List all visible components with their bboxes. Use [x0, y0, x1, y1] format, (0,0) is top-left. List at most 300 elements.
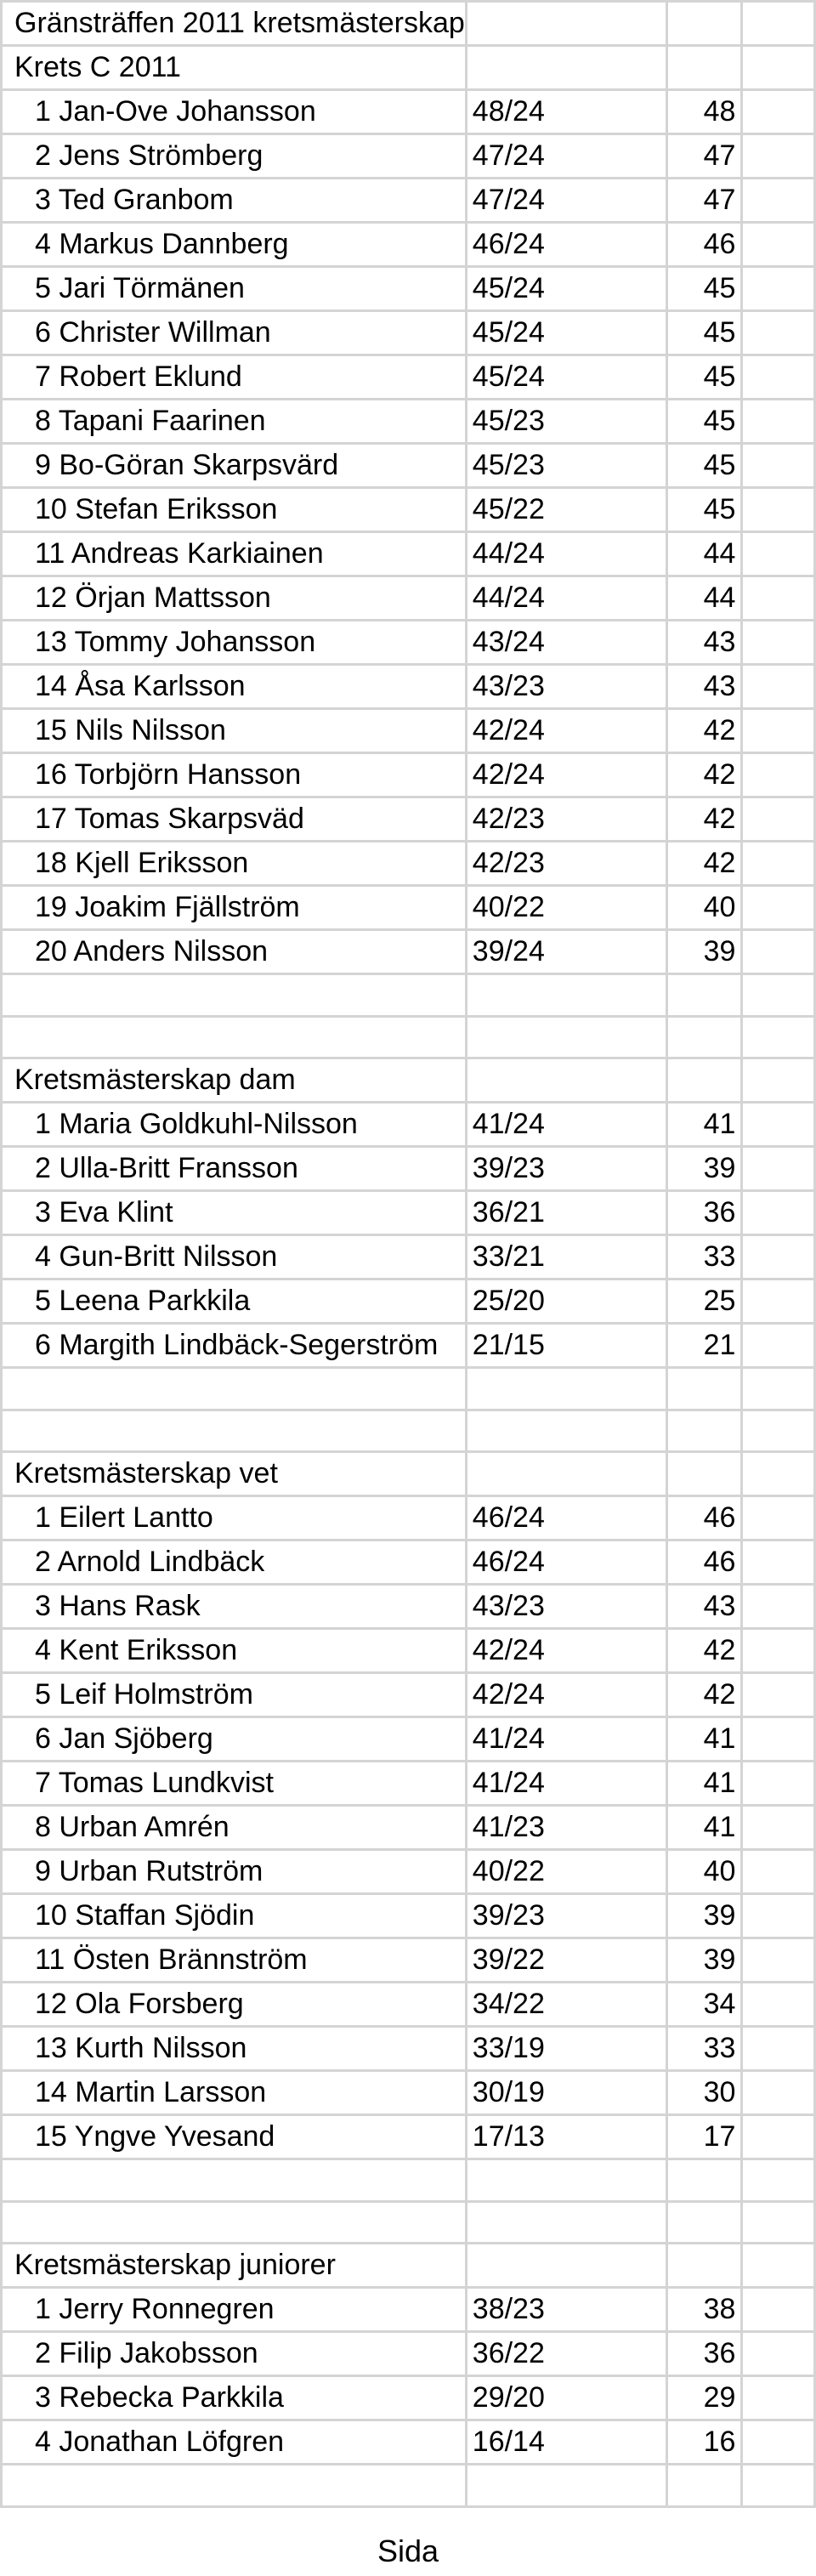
competitor-score: 39/23 — [466, 1894, 666, 1938]
competitor-score: 42/24 — [466, 753, 666, 797]
competitor-name — [2, 223, 467, 267]
competitor-points: 36 — [666, 2332, 742, 2376]
competitor-name-text: 1 Jerry Ronnegren — [35, 2293, 275, 2325]
empty-cell — [466, 1368, 666, 1410]
competitor-name-text: 2 Arnold Lindbäck — [35, 1546, 265, 1578]
empty-cell — [666, 1368, 742, 1410]
competitor-name-text: 7 Robert Eklund — [35, 360, 242, 393]
competitor-name — [2, 2420, 467, 2465]
empty-cell — [742, 1629, 815, 1673]
competitor-name-text: 3 Hans Rask — [35, 1590, 201, 1622]
empty-row — [2, 2159, 815, 2202]
competitor-score: 33/21 — [466, 1235, 666, 1279]
empty-cell — [466, 1016, 666, 1058]
competitor-name — [2, 2288, 467, 2332]
empty-cell — [742, 1673, 815, 1717]
empty-row — [2, 1016, 815, 1058]
competitor-name — [2, 2071, 467, 2115]
competitor-name — [2, 1983, 467, 2027]
result-row — [2, 1717, 815, 1762]
empty-cell — [742, 1452, 815, 1496]
empty-cell — [742, 1850, 815, 1894]
empty-cell — [742, 1235, 815, 1279]
result-row — [2, 400, 815, 444]
empty-cell — [666, 2159, 742, 2202]
competitor-score: 44/24 — [466, 532, 666, 576]
competitor-score: 40/22 — [466, 1850, 666, 1894]
result-row — [2, 444, 815, 488]
competitor-name-text: 10 Staffan Sjödin — [35, 1899, 255, 1932]
competitor-points: 45 — [666, 488, 742, 532]
empty-cell — [742, 1762, 815, 1806]
competitor-name — [2, 1496, 467, 1540]
competitor-score: 46/24 — [466, 223, 666, 267]
competitor-name — [2, 355, 467, 400]
empty-cell — [466, 2159, 666, 2202]
empty-cell — [742, 2115, 815, 2159]
competitor-score: 38/23 — [466, 2288, 666, 2332]
competitor-score: 48/24 — [466, 90, 666, 134]
competitor-points: 41 — [666, 1806, 742, 1850]
competitor-score: 45/23 — [466, 400, 666, 444]
competitor-name — [2, 1673, 467, 1717]
competitor-name-text: 13 Kurth Nilsson — [35, 2032, 247, 2064]
competitor-points: 43 — [666, 1585, 742, 1629]
competitor-name — [2, 930, 467, 974]
empty-cell — [466, 2201, 666, 2244]
competitor-name — [2, 2332, 467, 2376]
competitor-score: 41/23 — [466, 1806, 666, 1850]
competitor-name — [2, 400, 467, 444]
result-row — [2, 1279, 815, 1324]
empty-cell — [466, 2, 666, 46]
competitor-name — [2, 576, 467, 621]
competitor-name-text: 8 Tapani Faarinen — [35, 405, 266, 437]
competitor-score: 40/22 — [466, 886, 666, 930]
empty-cell — [742, 1191, 815, 1235]
competitor-name — [2, 267, 467, 311]
empty-cell — [742, 1016, 815, 1058]
empty-cell — [742, 797, 815, 842]
empty-cell — [2, 1016, 467, 1058]
competitor-points: 41 — [666, 1103, 742, 1147]
section-heading-row — [2, 1452, 815, 1496]
competitor-name-text: 4 Jonathan Löfgren — [35, 2426, 285, 2458]
empty-cell — [742, 90, 815, 134]
competitor-name-text: 9 Urban Rutström — [35, 1855, 264, 1887]
competitor-name — [2, 1806, 467, 1850]
competitor-name-text: 1 Maria Goldkuhl-Nilsson — [35, 1108, 358, 1140]
competitor-score: 45/23 — [466, 444, 666, 488]
result-row — [2, 930, 815, 974]
result-row — [2, 267, 815, 311]
result-row — [2, 2115, 815, 2159]
competitor-points: 30 — [666, 2071, 742, 2115]
competitor-name — [2, 1850, 467, 1894]
competitor-score: 34/22 — [466, 1983, 666, 2027]
result-row — [2, 1629, 815, 1673]
empty-cell — [2, 2201, 467, 2244]
empty-cell — [466, 2244, 666, 2288]
section-heading-row — [2, 1058, 815, 1103]
competitor-points: 48 — [666, 90, 742, 134]
competitor-points: 39 — [666, 930, 742, 974]
empty-row — [2, 2465, 815, 2507]
empty-cell — [742, 842, 815, 886]
competitor-name-text: 5 Leif Holmström — [35, 1678, 253, 1711]
result-row — [2, 1324, 815, 1368]
section-heading-row — [2, 46, 815, 90]
sheet-title-row — [2, 2, 815, 46]
competitor-score: 42/23 — [466, 797, 666, 842]
competitor-name-text: 17 Tomas Skarpsväd — [35, 803, 304, 835]
empty-cell — [742, 974, 815, 1017]
empty-cell — [2, 1368, 467, 1410]
competitor-score: 29/20 — [466, 2376, 666, 2420]
competitor-name-text: 19 Joakim Fjällström — [35, 891, 300, 923]
competitor-score: 39/24 — [466, 930, 666, 974]
empty-cell — [742, 134, 815, 179]
section-heading-row-label: Kretsmästerskap dam — [2, 1058, 467, 1103]
result-row — [2, 1983, 815, 2027]
competitor-points: 16 — [666, 2420, 742, 2465]
empty-cell — [742, 576, 815, 621]
competitor-points: 44 — [666, 576, 742, 621]
competitor-name — [2, 1629, 467, 1673]
competitor-name — [2, 1938, 467, 1983]
result-row — [2, 134, 815, 179]
empty-cell — [666, 1058, 742, 1103]
empty-cell — [2, 2159, 467, 2202]
result-row — [2, 1540, 815, 1585]
competitor-name-text: 13 Tommy Johansson — [35, 626, 316, 658]
competitor-score: 47/24 — [466, 134, 666, 179]
competitor-points: 36 — [666, 1191, 742, 1235]
competitor-name-text: 3 Rebecka Parkkila — [35, 2381, 284, 2414]
competitor-name — [2, 1585, 467, 1629]
competitor-name-text: 20 Anders Nilsson — [35, 935, 269, 967]
result-row — [2, 90, 815, 134]
section-heading-row-label: Kretsmästerskap vet — [2, 1452, 467, 1496]
empty-cell — [742, 665, 815, 709]
competitor-points: 40 — [666, 1850, 742, 1894]
result-row — [2, 709, 815, 753]
result-row — [2, 179, 815, 223]
competitor-points: 45 — [666, 311, 742, 355]
competitor-name-text: 2 Jens Strömberg — [35, 139, 264, 172]
competitor-score: 43/24 — [466, 621, 666, 665]
result-row — [2, 355, 815, 400]
empty-cell — [742, 1103, 815, 1147]
empty-cell — [742, 2159, 815, 2202]
empty-cell — [742, 1806, 815, 1850]
competitor-name — [2, 1894, 467, 1938]
competitor-name — [2, 1279, 467, 1324]
competitor-name — [2, 665, 467, 709]
result-row — [2, 621, 815, 665]
competitor-score: 30/19 — [466, 2071, 666, 2115]
empty-cell — [742, 179, 815, 223]
competitor-points: 38 — [666, 2288, 742, 2332]
competitor-points: 45 — [666, 444, 742, 488]
competitor-name-text: 9 Bo-Göran Skarpsvärd — [35, 449, 339, 481]
result-row — [2, 2376, 815, 2420]
empty-cell — [666, 2465, 742, 2507]
competitor-name — [2, 2027, 467, 2071]
competitor-points: 21 — [666, 1324, 742, 1368]
competitor-score: 44/24 — [466, 576, 666, 621]
competitor-score: 45/24 — [466, 311, 666, 355]
result-row — [2, 1496, 815, 1540]
competitor-name-text: 4 Markus Dannberg — [35, 228, 289, 260]
competitor-score: 42/23 — [466, 842, 666, 886]
competitor-name-text: 14 Martin Larsson — [35, 2076, 267, 2108]
result-row — [2, 886, 815, 930]
competitor-name-text: 15 Nils Nilsson — [35, 714, 226, 746]
empty-cell — [742, 223, 815, 267]
empty-cell — [742, 444, 815, 488]
empty-cell — [742, 2027, 815, 2071]
result-row — [2, 2420, 815, 2465]
competitor-score: 46/24 — [466, 1496, 666, 1540]
empty-cell — [742, 1938, 815, 1983]
empty-cell — [742, 886, 815, 930]
competitor-score: 45/24 — [466, 267, 666, 311]
competitor-points: 44 — [666, 532, 742, 576]
competitor-name-text: 4 Kent Eriksson — [35, 1634, 238, 1666]
empty-cell — [742, 311, 815, 355]
result-row — [2, 2071, 815, 2115]
result-row — [2, 2288, 815, 2332]
competitor-name — [2, 1235, 467, 1279]
competitor-points: 17 — [666, 2115, 742, 2159]
competitor-name — [2, 842, 467, 886]
competitor-score: 39/22 — [466, 1938, 666, 1983]
empty-row — [2, 974, 815, 1017]
result-row — [2, 1894, 815, 1938]
empty-cell — [742, 1147, 815, 1191]
result-row — [2, 488, 815, 532]
competitor-score: 17/13 — [466, 2115, 666, 2159]
page-footer — [0, 2533, 816, 2569]
competitor-score: 36/22 — [466, 2332, 666, 2376]
empty-row — [2, 1410, 815, 1452]
empty-cell — [2, 1410, 467, 1452]
empty-cell — [466, 1410, 666, 1452]
competitor-name — [2, 488, 467, 532]
competitor-score: 46/24 — [466, 1540, 666, 1585]
result-row — [2, 223, 815, 267]
empty-cell — [742, 753, 815, 797]
competitor-score: 42/24 — [466, 709, 666, 753]
result-row — [2, 2332, 815, 2376]
empty-cell — [742, 1717, 815, 1762]
empty-cell — [666, 1410, 742, 1452]
competitor-name-text: 11 Andreas Karkiainen — [35, 537, 324, 570]
empty-cell — [666, 1452, 742, 1496]
competitor-points: 42 — [666, 753, 742, 797]
competitor-name-text: 2 Ulla-Britt Fransson — [35, 1152, 298, 1184]
competitor-points: 47 — [666, 179, 742, 223]
empty-cell — [742, 2376, 815, 2420]
competitor-name — [2, 886, 467, 930]
competitor-name-text: 11 Östen Brännström — [35, 1943, 308, 1976]
section-heading-row — [2, 2244, 815, 2288]
result-row — [2, 1585, 815, 1629]
competitor-name-text: 6 Christer Willman — [35, 316, 271, 349]
empty-cell — [666, 2, 742, 46]
empty-cell — [742, 2288, 815, 2332]
competitor-score: 47/24 — [466, 179, 666, 223]
result-row — [2, 797, 815, 842]
competitor-points: 42 — [666, 842, 742, 886]
competitor-name-text: 12 Örjan Mattsson — [35, 582, 271, 614]
competitor-name — [2, 1762, 467, 1806]
competitor-score: 42/24 — [466, 1629, 666, 1673]
competitor-points: 39 — [666, 1147, 742, 1191]
competitor-name — [2, 709, 467, 753]
empty-cell — [742, 1058, 815, 1103]
competitor-name-text: 18 Kjell Eriksson — [35, 847, 249, 879]
competitor-score: 39/23 — [466, 1147, 666, 1191]
result-row — [2, 2027, 815, 2071]
competitor-name-text: 3 Ted Granbom — [35, 184, 234, 216]
empty-cell — [742, 2071, 815, 2115]
competitor-name — [2, 1717, 467, 1762]
competitor-points: 42 — [666, 709, 742, 753]
competitor-points: 46 — [666, 1540, 742, 1585]
competitor-score: 43/23 — [466, 665, 666, 709]
competitor-name-text: 5 Jari Törmänen — [35, 272, 245, 304]
competitor-name-text: 15 Yngve Yvesand — [35, 2120, 275, 2153]
competitor-name — [2, 444, 467, 488]
competitor-score: 41/24 — [466, 1762, 666, 1806]
competitor-points: 43 — [666, 665, 742, 709]
competitor-points: 45 — [666, 267, 742, 311]
competitor-points: 41 — [666, 1762, 742, 1806]
empty-cell — [742, 1540, 815, 1585]
empty-cell — [742, 1279, 815, 1324]
competitor-name-text: 14 Åsa Karlsson — [35, 670, 246, 702]
empty-cell — [742, 1894, 815, 1938]
competitor-points: 47 — [666, 134, 742, 179]
competitor-points: 43 — [666, 621, 742, 665]
competitor-score: 41/24 — [466, 1717, 666, 1762]
competitor-name-text: 12 Ola Forsberg — [35, 1988, 244, 2020]
competitor-points: 25 — [666, 1279, 742, 1324]
empty-cell — [742, 930, 815, 974]
result-row — [2, 753, 815, 797]
competitor-name-text: 8 Urban Amrén — [35, 1811, 230, 1843]
empty-cell — [742, 46, 815, 90]
competitor-points: 42 — [666, 1673, 742, 1717]
competitor-points: 46 — [666, 223, 742, 267]
empty-cell — [742, 400, 815, 444]
competitor-score: 41/24 — [466, 1103, 666, 1147]
competitor-name — [2, 2115, 467, 2159]
results-table-body — [2, 2, 815, 2507]
competitor-name — [2, 621, 467, 665]
competitor-name — [2, 1191, 467, 1235]
competitor-score: 25/20 — [466, 1279, 666, 1324]
competitor-score: 45/22 — [466, 488, 666, 532]
competitor-name-text: 3 Eva Klint — [35, 1196, 173, 1228]
competitor-points: 39 — [666, 1938, 742, 1983]
empty-cell — [742, 2, 815, 46]
result-row — [2, 1806, 815, 1850]
empty-cell — [666, 974, 742, 1017]
empty-cell — [742, 1368, 815, 1410]
competitor-name-text: 1 Eilert Lantto — [35, 1501, 213, 1534]
competitor-name-text: 6 Jan Sjöberg — [35, 1722, 213, 1755]
empty-cell — [666, 1016, 742, 1058]
competitor-score: 16/14 — [466, 2420, 666, 2465]
competitor-name — [2, 1103, 467, 1147]
result-row — [2, 665, 815, 709]
competitor-name — [2, 1147, 467, 1191]
result-row — [2, 1762, 815, 1806]
empty-row — [2, 1368, 815, 1410]
empty-cell — [2, 2465, 467, 2507]
sheet-title-row-label: Gränsträffen 2011 kretsmästerskap — [2, 2, 467, 46]
section-heading-row-label: Kretsmästerskap juniorer — [2, 2244, 467, 2288]
result-row — [2, 311, 815, 355]
competitor-name — [2, 311, 467, 355]
empty-cell — [2, 974, 467, 1017]
competitor-points: 42 — [666, 1629, 742, 1673]
competitor-name — [2, 532, 467, 576]
result-row — [2, 532, 815, 576]
competitor-name-text: 7 Tomas Lundkvist — [35, 1767, 274, 1799]
empty-cell — [742, 621, 815, 665]
footer-label: Sida — [377, 2533, 439, 2568]
empty-cell — [666, 46, 742, 90]
competitor-score: 33/19 — [466, 2027, 666, 2071]
competitor-score: 45/24 — [466, 355, 666, 400]
empty-cell — [742, 1496, 815, 1540]
competitor-score: 42/24 — [466, 1673, 666, 1717]
competitor-points: 45 — [666, 355, 742, 400]
empty-cell — [466, 974, 666, 1017]
empty-cell — [666, 2244, 742, 2288]
empty-cell — [466, 1058, 666, 1103]
competitor-points: 45 — [666, 400, 742, 444]
empty-cell — [742, 488, 815, 532]
competitor-points: 41 — [666, 1717, 742, 1762]
competitor-name-text: 10 Stefan Eriksson — [35, 493, 278, 525]
empty-cell — [742, 709, 815, 753]
competitor-points: 33 — [666, 2027, 742, 2071]
competitor-name — [2, 2376, 467, 2420]
result-row — [2, 1673, 815, 1717]
empty-cell — [466, 46, 666, 90]
empty-cell — [466, 2465, 666, 2507]
competitor-points: 46 — [666, 1496, 742, 1540]
competitor-name — [2, 134, 467, 179]
competitor-points: 33 — [666, 1235, 742, 1279]
competitor-points: 42 — [666, 797, 742, 842]
section-heading-row-label: Krets C 2011 — [2, 46, 467, 90]
competitor-score: 21/15 — [466, 1324, 666, 1368]
empty-cell — [742, 2244, 815, 2288]
empty-cell — [466, 1452, 666, 1496]
competitor-points: 29 — [666, 2376, 742, 2420]
result-row — [2, 576, 815, 621]
empty-cell — [742, 267, 815, 311]
competitor-name-text: 16 Torbjörn Hansson — [35, 758, 302, 791]
empty-cell — [742, 1324, 815, 1368]
competitor-name — [2, 753, 467, 797]
